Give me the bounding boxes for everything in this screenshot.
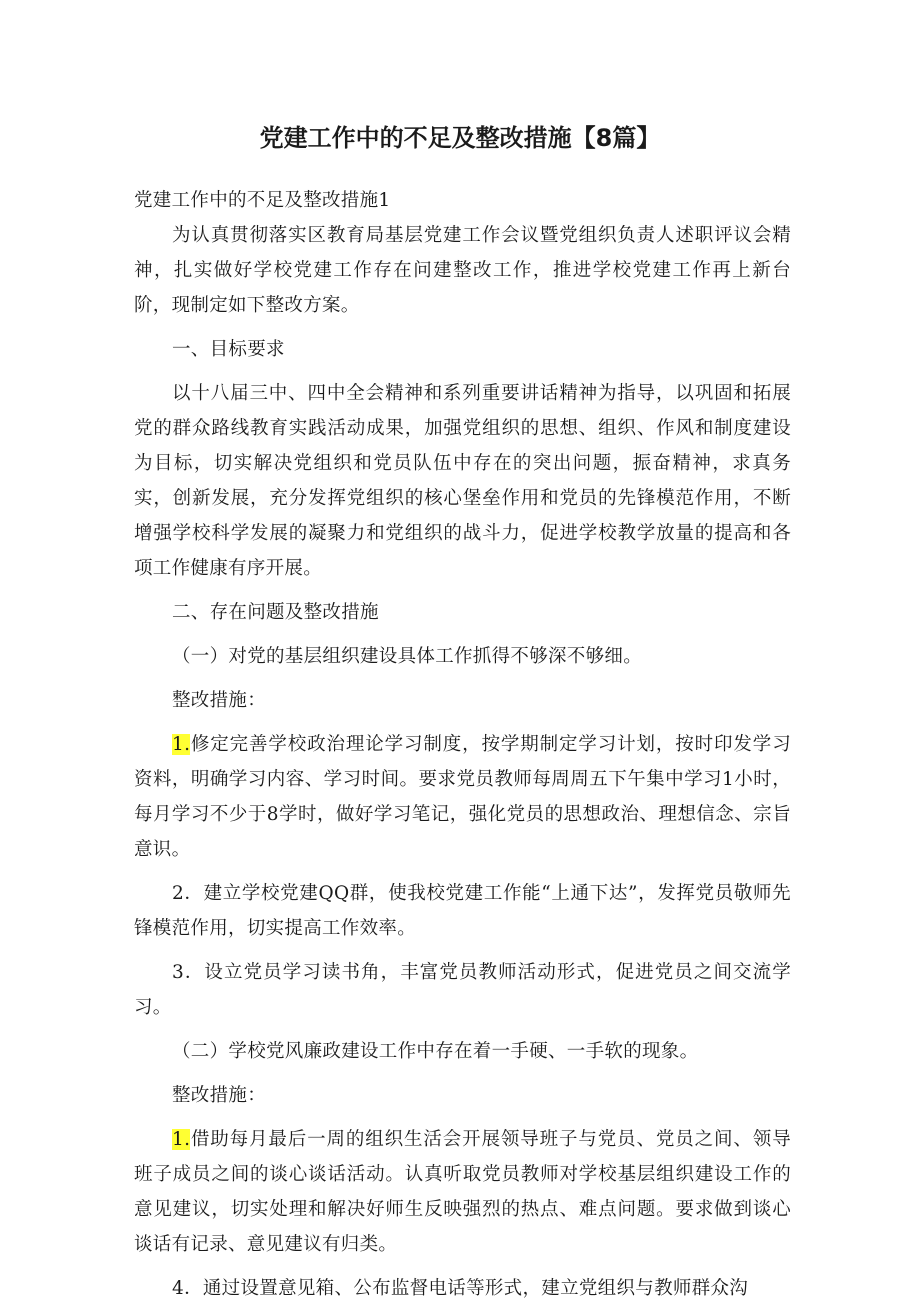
highlight-marker: 1.	[172, 734, 191, 755]
highlight-marker: 1.	[172, 1129, 191, 1150]
measure-item-4: 4．通过设置意见箱、公布监督电话等形式，建立党组织与教师群众沟	[172, 1278, 749, 1299]
measure-text: 借助每月最后一周的组织生活会开展领导班子与党员、党员之间、领导班子成员之间的谈心谈话活动。认真听取党员教师对学校基层组织建设工作的意见建议，切实处理和解决好师生反映强烈的热点、难点问题。要求做到谈心谈话有记录、意见建议有归类。	[134, 1129, 791, 1255]
measures-label-one: 整改措施：	[172, 690, 267, 711]
heading-goals: 一、目标要求	[172, 339, 285, 360]
measure-item-1b	[134, 1122, 791, 1262]
problem-two: （二）学校党风廉政建设工作中存在着一手硬、一手软的现象。	[172, 1041, 699, 1062]
paragraph-goals: 以十八届三中、四中全会精神和系列重要讲话精神为指导，以巩固和拓展党的群众路线教育实践活动成果，加强党组织的思想、组织、作风和制度建设为目标，切实解决党组织和党员队伍中存在的突出问题，振奋精神，求真务实，创新发展，充分发挥党组织的核心堡垒作用和党员的先锋模范作用，不断增强学校科学发展的凝聚力和党组织的战斗力，促进学校教学放量的提高和各项工作健康有序开展。	[134, 383, 791, 579]
section-heading: 党建工作中的不足及整改措施1	[134, 190, 391, 211]
measure-text: 修定完善学校政治理论学习制度，按学期制定学习计划，按时印发学习资料，明确学习内容、学习时间。要求党员教师每周周五下午集中学习1小时，每月学习不少于8学时，做好学习笔记，强化党员的思想政治、理想信念、宗旨意识。	[134, 734, 791, 860]
document-title: 党建工作中的不足及整改措施【8篇】	[259, 124, 661, 152]
paragraph-intro: 为认真贯彻落实区教育局基层党建工作会议暨党组织负责人述职评议会精神，扎实做好学校党建工作存在问建整改工作，推进学校党建工作再上新台阶，现制定如下整改方案。	[134, 225, 791, 316]
measure-item-2: 2．建立学校党建QQ群，使我校党建工作能“上通下达”，发挥党员敬师先锋模范作用，切实提高工作效率。	[134, 883, 791, 939]
measure-item-3: 3．设立党员学习读书角，丰富党员教师活动形式，促进党员之间交流学习。	[134, 962, 791, 1018]
measure-item-1a	[134, 727, 791, 867]
heading-problems: 二、存在问题及整改措施	[172, 602, 379, 623]
measures-label-two: 整改措施：	[172, 1085, 267, 1106]
document-body	[134, 183, 791, 1306]
problem-one: （一）对党的基层组织建设具体工作抓得不够深不够细。	[172, 646, 643, 667]
